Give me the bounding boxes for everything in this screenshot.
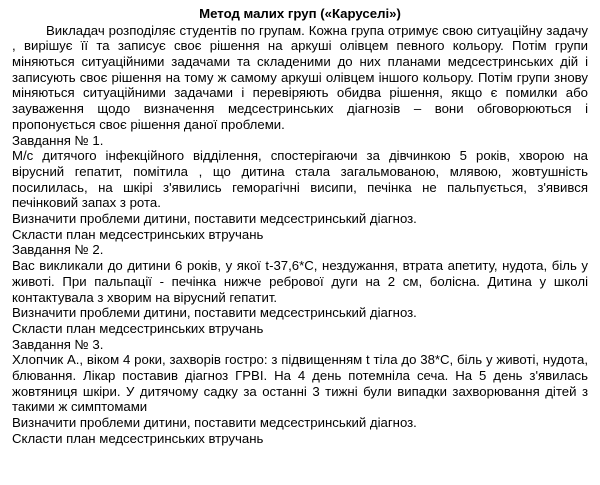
page-title: Метод малих груп («Каруселі») bbox=[199, 6, 401, 21]
intro-paragraph: Викладач розподіляє студентів по групам. Кожна група отримує свою ситуаційну задачу , вирішує її та записує своє рішення на аркуші олівцем певного кольору. Потім групи міняються ситуаційними задачами та складеними до них планами медсестринських дій і записують своє рішення на тому ж самому аркуші олівцем іншого кольору. Потім групи знову міняються ситуаційними задачами і перевіряють обидва рішення, якщо є помилки або зауваження щодо визначення медсестринських діагнозів – вони обговорюються і пропонується своє рішення даної проблеми. bbox=[12, 22, 588, 132]
task-3-line-1: Визначити проблеми дитини, поставити медсестринський діагноз. bbox=[12, 415, 417, 431]
task-2-line-1: Визначити проблеми дитини, поставити медсестринський діагноз. bbox=[12, 305, 417, 321]
task-2-line-2: Скласти план медсестринських втручань bbox=[12, 320, 264, 336]
task-2-body: Вас викликали до дитини 6 років, у якої t-37,6*С, нездужання, втрата апетиту, нудота, біль у животі. При пальпації - печінка нижче ребрової дуги на 2 см, болісна. Дитина у школі контактувала з хворим на вірусний гепатит. bbox=[12, 258, 588, 305]
task-3-line-2: Скласти план медсестринських втручань bbox=[12, 430, 264, 446]
task-3-heading: Завдання № 3. bbox=[12, 336, 104, 352]
task-2-heading: Завдання № 2. bbox=[12, 242, 104, 258]
task-1-heading: Завдання № 1. bbox=[12, 132, 104, 148]
task-1-line-2: Скласти план медсестринських втручань bbox=[12, 226, 264, 242]
task-3-body: Хлопчик А., віком 4 роки, захворів гостро: з підвищенням t тіла до 38*С, біль у животі, нудота, блювання. Лікар поставив діагноз ГРВІ. На 4 день потемніла сеча. На 5 день з'явилась жовтяниця шкіри. У дитячому садку за останні 3 тижні були випадки захворювання дітей з такими ж симптомами bbox=[12, 352, 588, 415]
task-1-line-1: Визначити проблеми дитини, поставити медсестринський діагноз. bbox=[12, 211, 417, 227]
task-1-body: М/с дитячого інфекційного відділення, спостерігаючи за дівчинкою 5 років, хворою на вірусний гепатит, помітила , що дитина стала загальмованою, млявою, жовтушність посилилась, на шкірі з'явились геморагічні висипи, печінка не пальпується, з'явився печінковий запах з рота. bbox=[12, 148, 588, 211]
